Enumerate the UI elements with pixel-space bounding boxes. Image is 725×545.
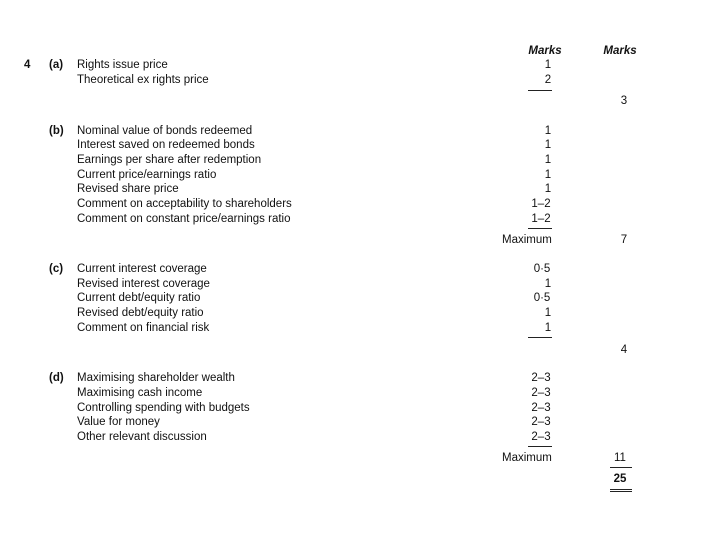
part-a-mark: 1 <box>544 59 552 71</box>
part-c-mark: 1 <box>544 278 552 290</box>
part-b-item: Earnings per share after redemption <box>77 154 262 166</box>
grand-total-rule-double <box>610 491 632 492</box>
part-b-mark: 1–2 <box>531 198 551 210</box>
part-a-item: Rights issue price <box>77 59 168 71</box>
part-d-mark: 2–3 <box>531 402 551 414</box>
part-c-item: Revised debt/equity ratio <box>77 307 204 319</box>
question-number: 4 <box>24 59 31 71</box>
part-b-subtotal-rule <box>528 228 552 229</box>
part-a-subtotal-rule <box>528 90 552 91</box>
part-c-item: Current interest coverage <box>77 263 207 275</box>
part-c-item: Revised interest coverage <box>77 278 210 290</box>
part-b-item: Comment on constant price/earnings ratio <box>77 213 291 225</box>
part-c-item: Current debt/equity ratio <box>77 292 201 304</box>
part-d-item: Value for money <box>77 416 160 428</box>
part-d-total: 11 <box>614 452 626 464</box>
part-d-item: Controlling spending with budgets <box>77 402 250 414</box>
part-b-mark: 1 <box>544 125 552 137</box>
part-c-mark: 0·5 <box>533 292 551 304</box>
part-d-mark: 2–3 <box>531 431 551 443</box>
part-b-total: 7 <box>620 234 628 246</box>
part-c-item: Comment on financial risk <box>77 322 210 334</box>
part-b-item: Revised share price <box>77 183 179 195</box>
part-b-item: Comment on acceptability to shareholders <box>77 198 292 210</box>
part-b-item: Nominal value of bonds redeemed <box>77 125 253 137</box>
grand-total-rule-top <box>610 467 632 468</box>
part-c-subtotal-rule <box>528 337 552 338</box>
part-d-label: (d) <box>49 372 64 384</box>
part-b-mark: 1 <box>544 183 552 195</box>
part-a-label: (a) <box>49 59 64 71</box>
part-a-item: Theoretical ex rights price <box>77 74 209 86</box>
part-c-mark: 0·5 <box>533 263 551 275</box>
part-b-label: (b) <box>49 125 64 137</box>
part-b-mark: 1–2 <box>531 213 551 225</box>
part-d-item: Maximising cash income <box>77 387 203 399</box>
part-a-total: 3 <box>620 95 628 107</box>
part-c-label: (c) <box>49 263 64 275</box>
part-c-mark: 1 <box>544 307 552 319</box>
part-b-item: Interest saved on redeemed bonds <box>77 139 255 151</box>
part-d-item: Other relevant discussion <box>77 431 207 443</box>
part-c-total: 4 <box>620 344 628 356</box>
part-c-mark: 1 <box>544 322 552 334</box>
part-b-item: Current price/earnings ratio <box>77 169 217 181</box>
part-d-item: Maximising shareholder wealth <box>77 372 235 384</box>
part-d-mark: 2–3 <box>531 387 551 399</box>
part-b-mark: 1 <box>544 139 552 151</box>
grand-total: 25 <box>613 473 627 485</box>
part-b-mark: 1 <box>544 169 552 181</box>
part-d-mark: 2–3 <box>531 372 551 384</box>
part-d-total-label: Maximum <box>502 452 552 464</box>
part-a-mark: 2 <box>544 74 552 86</box>
marks-header-col2: Marks <box>603 45 637 57</box>
part-b-mark: 1 <box>544 154 552 166</box>
marks-header-col1: Marks <box>528 45 562 57</box>
part-b-total-label: Maximum <box>502 234 552 246</box>
grand-total-rule-bottom <box>610 489 632 490</box>
part-d-subtotal-rule <box>528 446 552 447</box>
part-d-mark: 2–3 <box>531 416 551 428</box>
